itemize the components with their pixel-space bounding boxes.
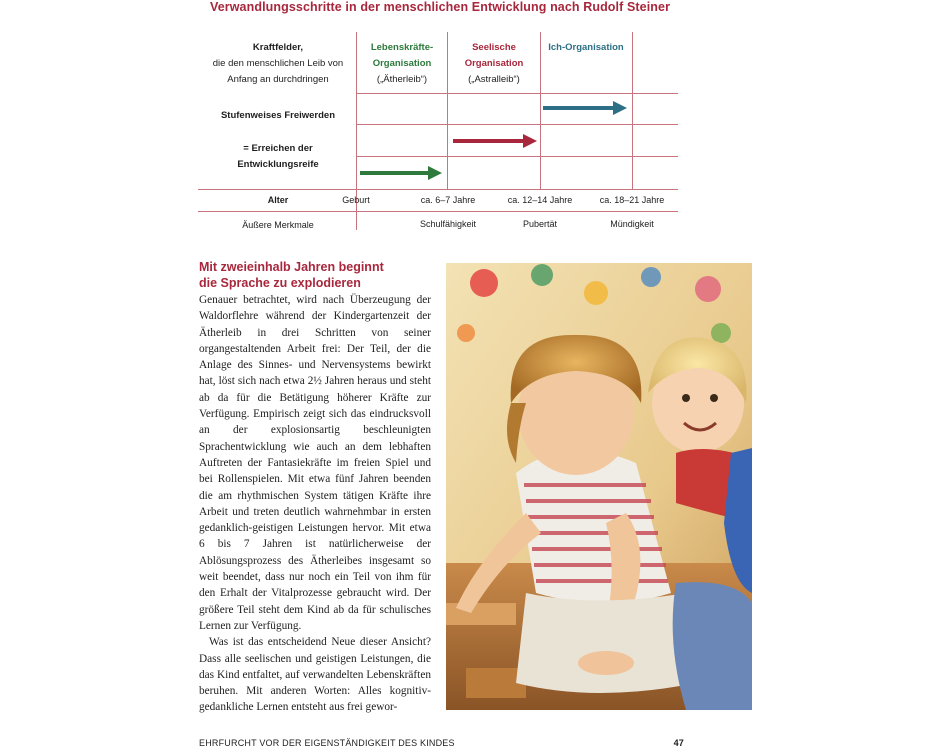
child-jeans (673, 582, 752, 710)
wall-dot-yellow (584, 281, 608, 305)
child-eye-right (710, 394, 718, 402)
row-header-line1: Kraftfelder, (252, 42, 304, 53)
children-photo-drawing (446, 263, 752, 710)
column-header-aether-line1: Lebenskräfte- (370, 42, 434, 53)
column-header-aether (357, 40, 447, 88)
wall-dot-blue (641, 267, 661, 287)
arrow-red-shaft (453, 139, 525, 143)
article-paragraph-1: Genauer betrachtet, wird nach Überzeugung der Waldorflehre während der Kindergartenzeit der Ätherleib in drei Schritten von seiner organgestaltenden Arbeit frei: Der Teil, der die Anlage des Sinnes- und Nervensystems bewirkt hat, löst sich nach etwa 2½ Jahren heraus und steht ab da für die Betätigung höherer Kräfte zur Verfügung. Empirisch zeigt sich das eindrucksvoll an der explosionsartig beschleunigten Sprachentwicklung wie auch an dem lebhaften Auftreten der Fantasiekräfte im freien Spiel und bei Rollenspielen. Mit etwa fünf Jahren beenden die am rhythmischen System tätigen Kräfte ihre Arbeit und treten deutlich wahrnehmbar in ersten gedanklich-geistigen Leistungen hervor. Mit etwa 6 bis 7 Jahren ist natürlicherweise der Ablösungsprozess des Ätherleibes insgesamt so weit beendet, dass nur noch ein Teil von ihm für den Erhalt der Vitalprozesse gebraucht wird. Der größere Teil steht dem Kind ab da für schulisches Lernen zur Verfügung. (199, 294, 431, 632)
grid-hline-2 (356, 124, 678, 125)
article-heading (199, 259, 431, 291)
column-header-aether-line2: Organisation (372, 58, 432, 69)
age-18-21: ca. 18–21 Jahre (599, 195, 665, 205)
row-header (200, 40, 356, 88)
wall-dot-red (470, 269, 498, 297)
column-header-astral-line1: Seelische (472, 42, 516, 53)
label-reach-line1: = Erreichen der (243, 143, 313, 154)
column-header-astral-line3: („Astralleib“) (468, 74, 520, 85)
boy-pants (516, 593, 696, 693)
footer-running-title: EHRFURCHT VOR DER EIGENSTÄNDIGKEIT DES KINDES (199, 738, 455, 748)
mark-school: Schulfähigkeit (419, 219, 477, 229)
age-label: Alter (267, 195, 289, 205)
grid-hline-5 (198, 211, 678, 212)
column-header-astral (448, 40, 540, 88)
label-reach (200, 141, 356, 173)
column-header-astral-line2: Organisation (464, 58, 524, 69)
arrow-teal-shaft (543, 106, 615, 110)
arrow-red (453, 139, 537, 143)
age-birth: Geburt (342, 195, 370, 205)
wall-dot-pink (695, 276, 721, 302)
column-header-ich (535, 40, 637, 56)
page-number: 47 (673, 738, 684, 748)
wall-dot-orange (457, 324, 475, 342)
arrow-teal (543, 106, 627, 110)
arrow-red-head (523, 134, 537, 148)
arrow-green (360, 171, 442, 175)
label-free: Stufenweises Freiwerden (220, 110, 336, 121)
article-body (199, 292, 431, 716)
marks-label: Äußere Merkmale (242, 220, 314, 230)
age-12-14: ca. 12–14 Jahre (507, 195, 573, 205)
grid-hline-4 (198, 189, 678, 190)
label-reach-line2: Entwicklungsreife (237, 159, 319, 170)
age-6-7: ca. 6–7 Jahre (420, 195, 476, 205)
diagram-title: Verwandlungsschritte in der menschlichen Entwicklung nach Rudolf Steiner (209, 0, 671, 14)
grid-hline-1 (356, 93, 678, 94)
arrow-teal-head (613, 101, 627, 115)
article-heading-line1: Mit zweieinhalb Jahren beginnt (199, 260, 384, 274)
grid-hline-3 (356, 156, 678, 157)
boy-hand (578, 651, 634, 675)
shirt-stripes (524, 485, 668, 581)
wall-dot-green (531, 264, 553, 286)
children-photo (446, 263, 752, 710)
wall-dot-lime (711, 323, 731, 343)
arrow-green-shaft (360, 171, 430, 175)
article-paragraph-2: Was ist das entscheidend Neue dieser Ansicht? Dass alle seelischen und geistigen Leistungen, die das Kind entfaltet, auf verwandelten Lebenskräften beruhen. Mit anderen Worten: Alles kognitiv-gedankliche Lernen entsteht aus frei gewor- (199, 636, 431, 714)
arrow-green-head (428, 166, 442, 180)
mark-maturity: Mündigkeit (610, 219, 654, 229)
wooden-block-1 (446, 603, 516, 625)
row-header-line2: die den menschlichen Leib von (212, 58, 344, 69)
mark-puberty: Pubertät (522, 219, 558, 229)
row-header-line3: Anfang an durchdringen (227, 74, 329, 85)
column-header-aether-line3: („Ätherleib“) (376, 74, 428, 85)
child-eye-left (682, 394, 690, 402)
column-header-ich-line1: Ich-Organisation (548, 42, 624, 53)
article-heading-line2: die Sprache zu explodieren (199, 276, 361, 290)
